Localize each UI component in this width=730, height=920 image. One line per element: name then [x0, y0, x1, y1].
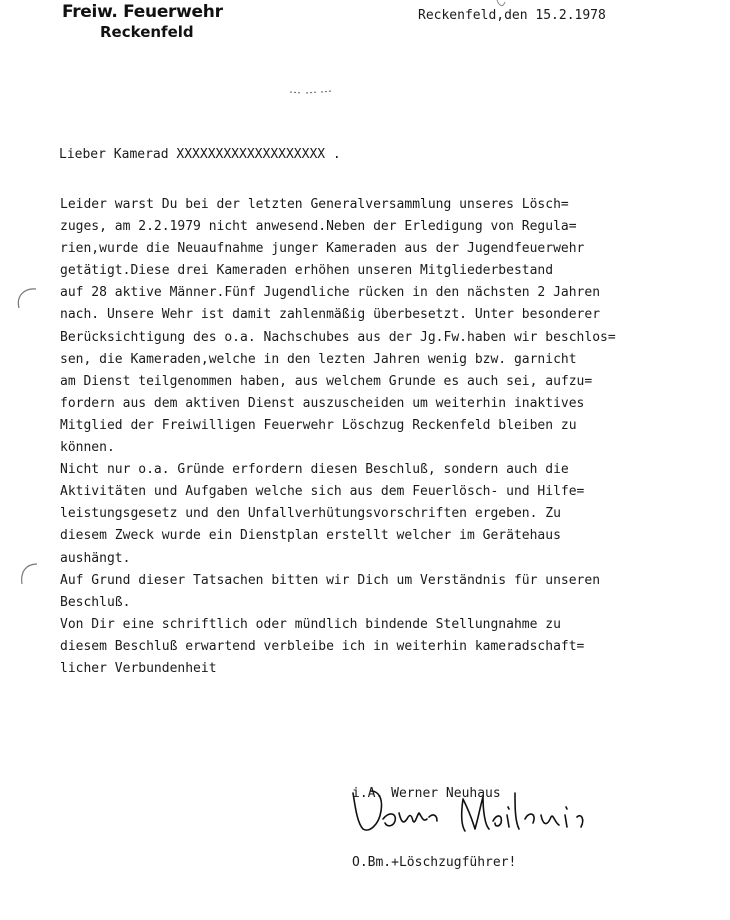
- salutation: Lieber Kamerad XXXXXXXXXXXXXXXXXXX .: [59, 147, 341, 162]
- signatory-name: i.A. Werner Neuhaus: [352, 786, 501, 801]
- org-location: Reckenfeld: [100, 23, 194, 41]
- body-line: Leider warst Du bei der letzten Generalversammlung unseres Lösch=: [60, 197, 569, 212]
- place-date-line: Reckenfeld,den 15.2.1978: [418, 8, 606, 23]
- punch-hole-mark-lower: [12, 560, 42, 590]
- body-line: Beschluß.: [60, 594, 131, 610]
- ink-mark-top: [495, 0, 507, 10]
- punch-hole-mark-upper: [10, 286, 40, 312]
- body-line: nach. Unsere Wehr ist damit zahlenmäßig überbesetzt. Unter besonderer: [60, 307, 601, 323]
- body-line: aushängt.: [60, 550, 131, 566]
- body-line: Mitglied der Freiwilligen Feuerwehr Löschzug Reckenfeld bleiben zu: [60, 417, 577, 433]
- body-line: Von Dir eine schriftlich oder mündlich bindende Stellungnahme zu: [60, 616, 561, 632]
- letterhead: [62, 2, 223, 42]
- body-line: zuges, am 2.2.1979 nicht anwesend.Neben der Erledigung von Regula=: [60, 219, 577, 235]
- body-line: rien,wurde die Neuaufnahme junger Kameraden aus der Jugendfeuerwehr: [60, 241, 585, 257]
- body-line: sen, die Kameraden,welche in den lezten Jahren wenig bzw. garnicht: [60, 351, 577, 367]
- body-line: Auf Grund dieser Tatsachen bitten wir Dich um Verständnis für unseren: [60, 572, 601, 588]
- body-line: können.: [60, 440, 115, 456]
- body-line: auf 28 aktive Männer.Fünf Jugendliche rücken in den nächsten 2 Jahren: [60, 285, 601, 301]
- org-name: Freiw. Feuerwehr: [62, 2, 223, 22]
- body-line: am Dienst teilgenommen haben, aus welchem Grunde es auch sei, aufzu=: [60, 373, 593, 389]
- body-line: Nicht nur o.a. Gründe erfordern diesen Beschluß, sondern auch die: [60, 462, 569, 478]
- body-line: licher Verbundenheit: [60, 660, 217, 676]
- body-line: Aktivitäten und Aufgaben welche sich aus dem Feuerlösch- und Hilfe=: [60, 484, 585, 500]
- body-line: leistungsgesetz und den Unfallverhütungsvorschriften ergeben. Zu: [60, 506, 561, 522]
- handwritten-signature: [345, 785, 620, 845]
- ink-smudge: [288, 86, 334, 96]
- body-line: diesem Beschluß erwartend verbleibe ich in weiterhin kameradschaft=: [60, 638, 585, 654]
- body-line: fordern aus dem aktiven Dienst auszuscheiden um weiterhin inaktives: [60, 395, 585, 411]
- signatory-title: O.Bm.+Löschzugführer!: [352, 855, 517, 870]
- body-line: Berücksichtigung des o.a. Nachschubes aus der Jg.Fw.haben wir beschlos=: [60, 329, 616, 345]
- body-line: diesem Zweck wurde ein Dienstplan erstellt welcher im Gerätehaus: [60, 528, 561, 544]
- body-line: getätigt.Diese drei Kameraden erhöhen unseren Mitgliederbestand: [60, 263, 554, 279]
- letter-body: [60, 194, 616, 680]
